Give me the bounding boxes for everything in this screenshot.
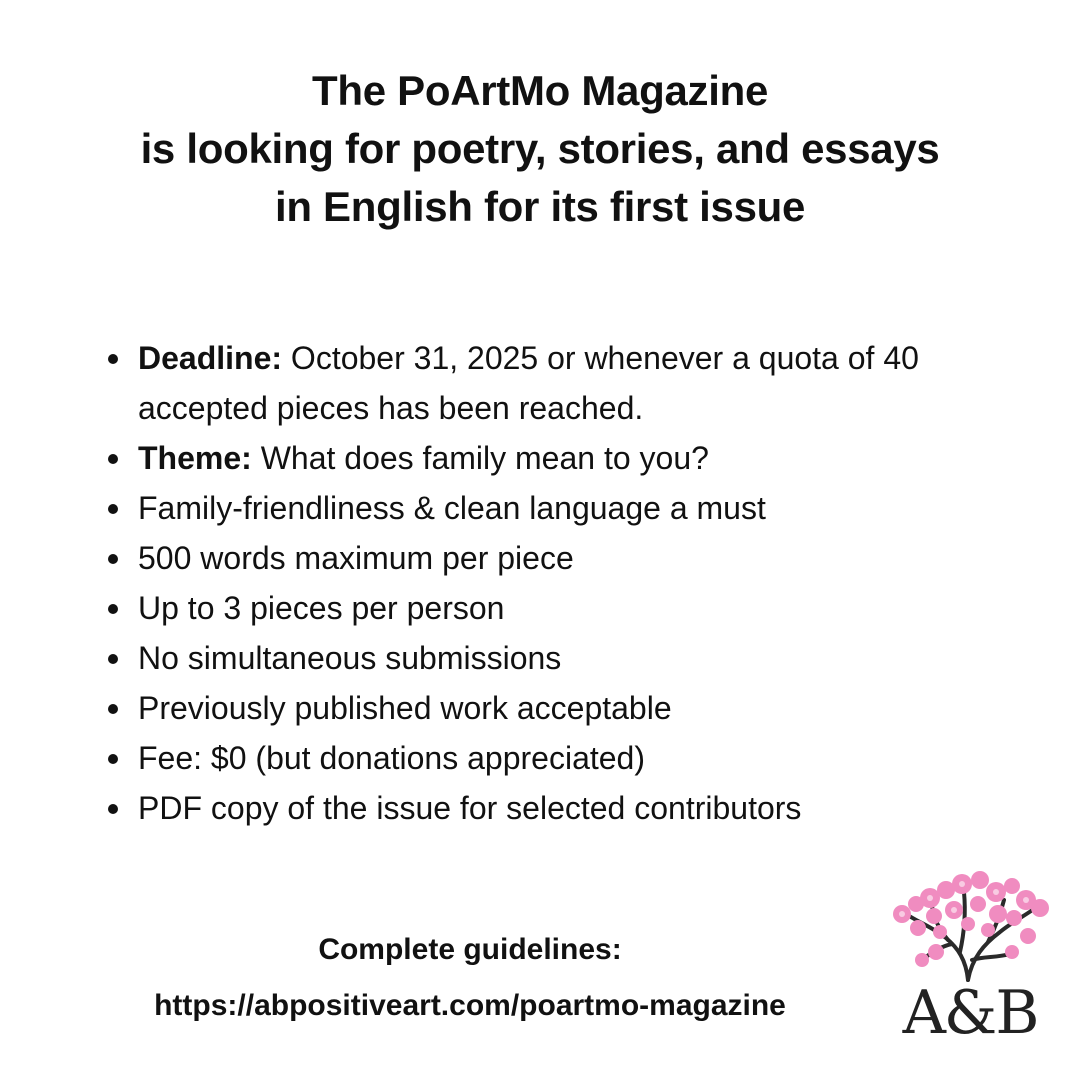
guidelines-link[interactable]: https://abpositiveart.com/poartmo-magazine — [154, 989, 786, 1022]
title-line-2: is looking for poetry, stories, and essays — [140, 125, 940, 172]
theme-label: Theme: — [138, 440, 252, 476]
list-item-text: Up to 3 pieces per person — [138, 590, 505, 626]
logo — [888, 870, 1052, 1050]
list-item — [104, 533, 1034, 583]
list-item-theme — [104, 433, 1034, 483]
title-line-1: The PoArtMo Magazine — [311, 67, 769, 114]
deadline-text: October 31, 2025 or whenever a quota of 40 accepted pieces has been reached. — [138, 340, 919, 426]
list-item-text: PDF copy of the issue for selected contributors — [138, 790, 802, 826]
logo-text: A&B — [902, 978, 1038, 1048]
deadline-label: Deadline: — [138, 340, 283, 376]
guidelines-list — [104, 333, 1034, 833]
page-title — [0, 62, 1080, 236]
guidelines-label: Complete guidelines: — [318, 933, 622, 966]
list-item — [104, 583, 1034, 633]
list-item-text: Previously published work acceptable — [138, 690, 672, 726]
list-item — [104, 483, 1034, 533]
list-item-deadline — [104, 333, 1034, 433]
list-item — [104, 783, 1034, 833]
list-item-text: Family-friendliness & clean language a must — [138, 490, 766, 526]
theme-text: What does family mean to you? — [251, 440, 709, 476]
list-item — [104, 683, 1034, 733]
guidelines-footer — [70, 922, 870, 1034]
list-item-text: 500 words maximum per piece — [138, 540, 574, 576]
cherry-blossom-tree-icon — [888, 870, 1052, 982]
list-item — [104, 633, 1034, 683]
list-item — [104, 733, 1034, 783]
list-item-text: Fee: $0 (but donations appreciated) — [138, 740, 645, 776]
title-line-3: in English for its first issue — [274, 183, 806, 230]
list-item-text: No simultaneous submissions — [138, 640, 562, 676]
